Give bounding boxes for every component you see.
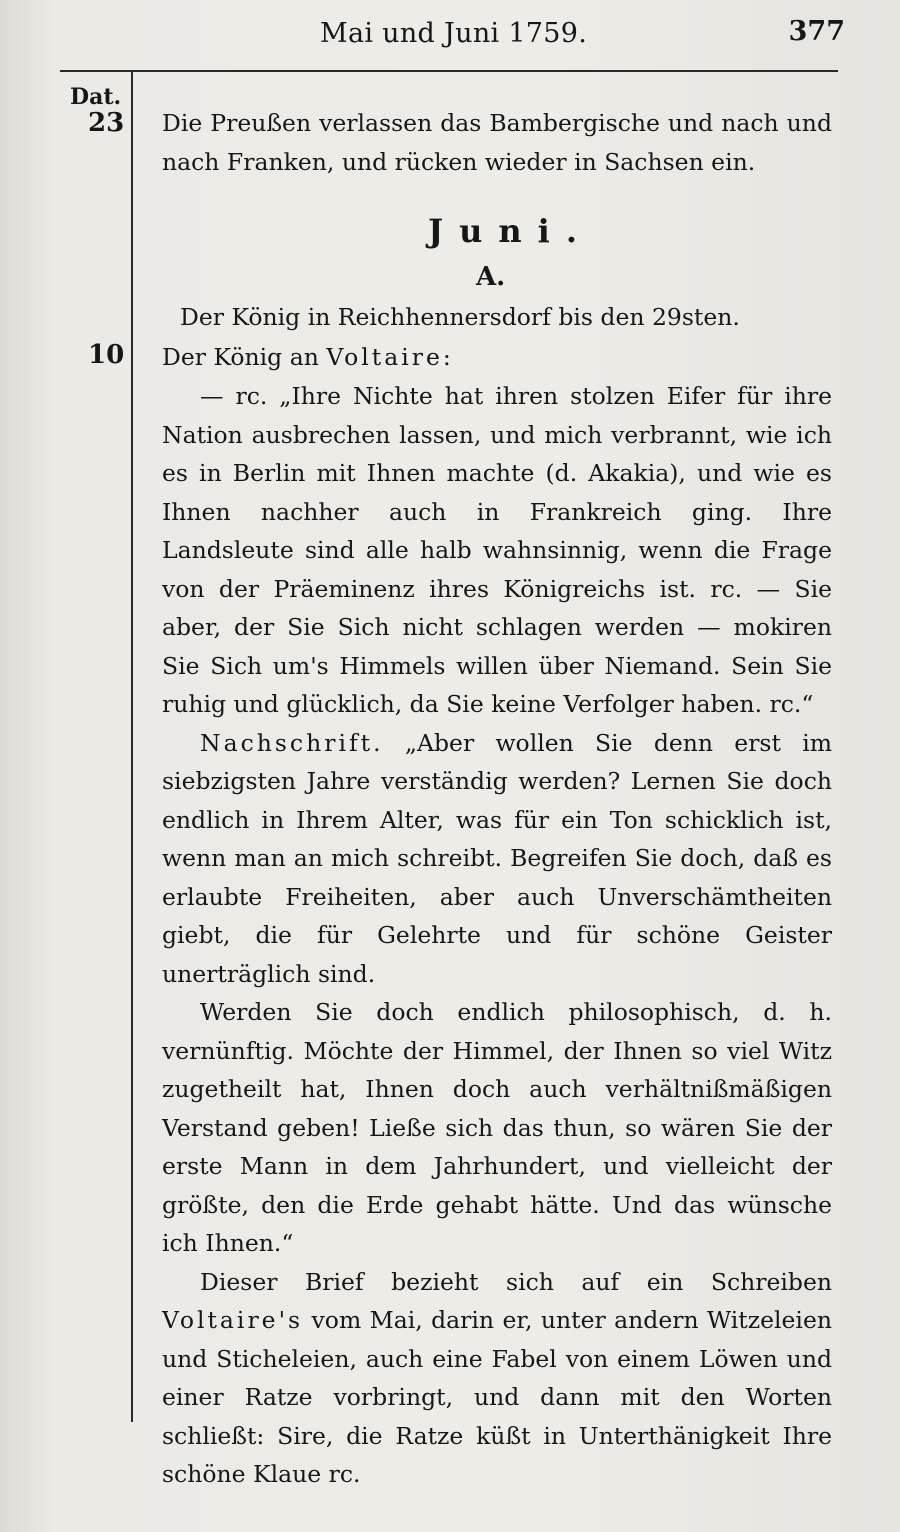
letter-title-prefix: Der König an: [162, 343, 327, 371]
commentary-name: Voltaire's: [162, 1306, 304, 1334]
king-location: [180, 298, 830, 337]
margin-rule: [131, 72, 133, 1422]
postscript-paragraph: [162, 724, 832, 994]
month-heading: Juni.: [428, 212, 593, 250]
date-column-label: Dat.: [70, 84, 122, 110]
postscript-label: Nachschrift.: [200, 728, 384, 757]
king-location-text: Der König in Reichhennersdorf bis den 29sten.: [180, 303, 740, 331]
entry-23-paragraph: Die Preußen verlassen das Bambergische und nach und nach Franken, und rücken wieder in Sachsen ein.: [162, 109, 832, 176]
commentary-paragraph: [162, 1263, 832, 1494]
letter-body: [162, 377, 832, 1494]
entry-23-text: [162, 104, 832, 181]
letter-paragraph-3: Werden Sie doch endlich philosophisch, d. h. vernünftig. Möchte der Himmel, der Ihnen so viel Witz zugetheilt hat, Ihnen doch auch verhältnißmäßigen Verstand geben! Ließe sich das thun, so wären Sie der erste Mann in dem Jahrhundert, und vielleicht der größte, den die Erde gehabt hätte. Und das wünsche ich Ihnen.“: [162, 998, 832, 1257]
letter-title: [162, 338, 832, 377]
commentary-text-a: Dieser Brief bezieht sich auf ein Schreiben: [200, 1267, 832, 1296]
letter-paragraph-1: — rc. „Ihre Nichte hat ihren stolzen Eifer für ihre Nation ausbrechen lassen, und mich verbrannt, wie ich es in Berlin mit Ihnen machte (d. Akakia), und wie es Ihnen nachher auch in Frankreich ging. Ihre Landsleute sind alle halb wahnsinnig, wenn die Frage von der Präeminenz ihres Königreichs ist. rc. — Sie aber, der Sie Sich nicht schlagen werden — mokiren Sie Sich um's Himmels willen über Niemand. Sein Sie ruhig und glücklich, da Sie keine Verfolger haben. rc.“: [162, 382, 832, 718]
section-letter: A.: [476, 262, 506, 292]
postscript-text: „Aber wollen Sie denn erst im siebzigsten Jahre verständig werden? Lernen Sie doch endlich in Ihrem Alter, was für ein Ton schicklich ist, wenn man an mich schreibt. Begreifen Sie doch, daß es erlaubte Freiheiten, aber auch Unverschämtheiten giebt, die für Gelehrte und für schöne Geister unerträglich sind.: [162, 728, 832, 988]
date-23: 23: [88, 108, 125, 138]
letter-title-name: Voltaire:: [326, 343, 454, 371]
commentary-text-b: vom Mai, darin er, unter andern Witzeleien und Sticheleien, auch eine Fabel von einem Löwen und einer Ratze vorbringt, und dann mit den Worten schließt: Sire, die Ratze küßt in Unterthänigkeit Ihre schöne Klaue rc.: [162, 1306, 832, 1488]
date-10: 10: [88, 340, 125, 370]
header-rule: [60, 70, 838, 72]
running-title: Mai und Juni 1759.: [320, 18, 588, 49]
page-number: 377: [788, 16, 845, 47]
